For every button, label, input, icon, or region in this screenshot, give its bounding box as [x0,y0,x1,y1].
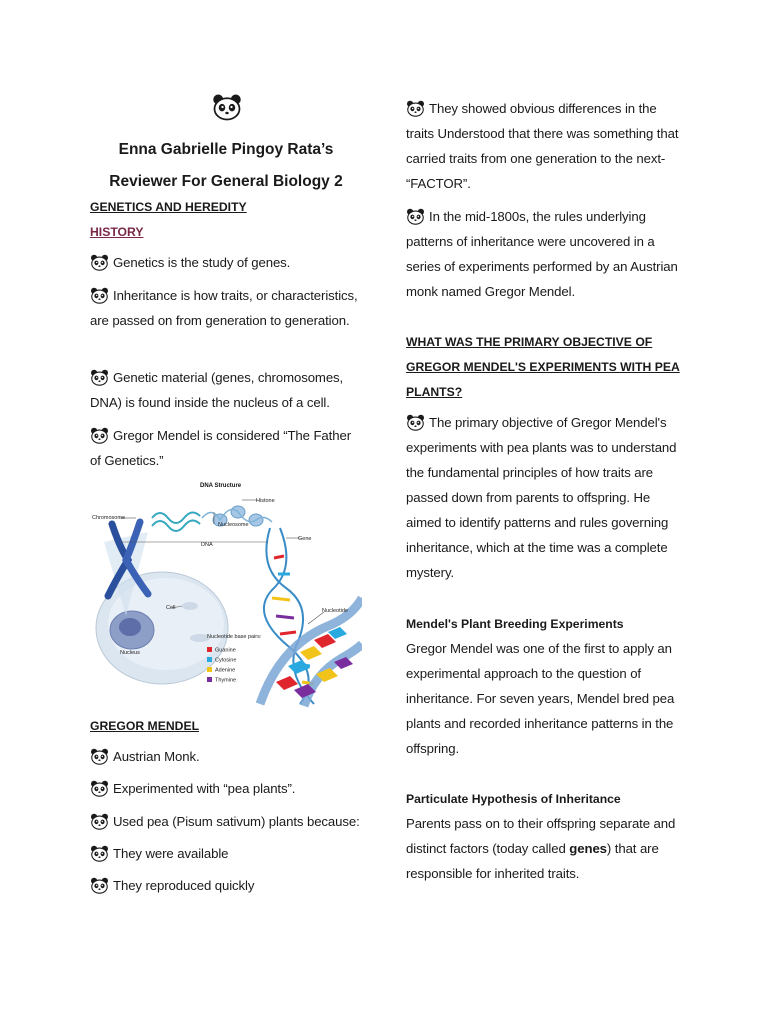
mendel-bullet: Experimented with “pea plants”. [90,776,362,801]
panda-bullet-icon [406,100,425,117]
section-heading-history: HISTORY [90,225,144,239]
history-bullet: Inheritance is how traits, or characteristics, are passed on from generation to generation. [90,288,358,328]
panda-bullet-icon [90,369,109,386]
legend-label: Thymine [215,677,237,684]
figure-label-nucleus: Nucleus [120,650,140,656]
legend-label: Adenine [215,667,236,674]
figure-label-histone: Histone [256,498,275,504]
legend-swatch-adenine [207,667,212,672]
panda-bullet-icon [90,287,109,304]
page-title [90,134,362,198]
history-bullet: Genetic material (genes, chromosomes, DNA) is found inside the nucleus of a cell. [90,370,344,410]
panda-bullet-icon [90,254,109,271]
legend-swatch-guanine [207,647,212,652]
legend-swatch-thymine [207,677,212,682]
figure-label-nucleosome: Nucleosome [218,522,249,528]
panda-bullet-icon [90,427,109,444]
figure-label-gene: Gene [298,536,312,542]
figure-label-chromosome: Chromosome [92,515,126,521]
particulate-heading: Particulate Hypothesis of Inheritance [406,792,621,806]
history-bullet: Gregor Mendel is considered “The Father of Genetics.” [90,428,351,468]
section-heading-genetics: GENETICS AND HEREDITY [90,200,247,214]
panda-bullet-icon [90,845,109,862]
mid-1800s-bullet: In the mid-1800s, the rules underlying patterns of inheritance were uncovered in a series of experiments performed by an Austrian monk named Gregor Mendel. [406,209,678,299]
legend-label: Cytosine [215,657,237,664]
answer-paragraph: The primary objective of Gregor Mendel's experiments with pea plants was to understand the fundamental principles of how traits are passed down from parents to offspring. He aimed to identify patterns and rules governing inheritance, which at the time was a complete mystery. [406,415,677,580]
panda-bullet-icon [406,414,425,431]
mendel-bullet: Austrian Monk. [90,744,362,769]
figure-title: DNA Structure [200,483,242,489]
question-heading: WHAT WAS THE PRIMARY OBJECTIVE OF GREGOR MENDEL'S EXPERIMENTS WITH PEA PLANTS? [406,335,680,399]
panda-bullet-icon [90,813,109,830]
title-line-2: Reviewer For General Biology 2 [109,173,343,190]
title-line-1: Enna Gabrielle Pingoy Rata’s [118,141,334,158]
panda-icon [212,93,242,121]
panda-bullet-icon [90,877,109,894]
breeding-heading: Mendel's Plant Breeding Experiments [406,617,624,631]
mendel-bullet: They reproduced quickly [90,873,362,898]
panda-bullet-icon [406,208,425,225]
legend-swatch-cytosine [207,657,212,662]
panda-bullet-icon [90,748,109,765]
history-bullet: Genetics is the study of genes. [90,250,362,275]
legend-label: Guanine [215,647,236,654]
mendel-bullet: They were available [90,841,362,866]
breeding-paragraph: Gregor Mendel was one of the first to apply an experimental approach to the question of inheritance. For seven years, Mendel bred pea plants and recorded inheritance patterns in the offspring. [406,641,675,756]
genes-term: genes [569,841,607,856]
figure-label-base-pairs: Nucleotide base pairs: [207,634,262,640]
mendel-bullet: Used pea (Pisum sativum) plants because: [90,809,362,834]
figure-label-dna: DNA [201,542,213,548]
figure-label-cell: Cell [166,605,176,611]
figure-label-nucleotide: Nucleotide [322,608,348,614]
particulate-paragraph: Parents pass on to their offspring separate and distinct factors (today called genes) that are responsible for inherited traits. [406,816,676,881]
section-heading-gregor-mendel: GREGOR MENDEL [90,719,200,733]
panda-bullet-icon [90,780,109,797]
factor-bullet: They showed obvious differences in the traits Understood that there was something that carried traits from one generation to the next- “FACTOR”. [406,101,679,191]
dna-structure-figure [90,478,362,708]
